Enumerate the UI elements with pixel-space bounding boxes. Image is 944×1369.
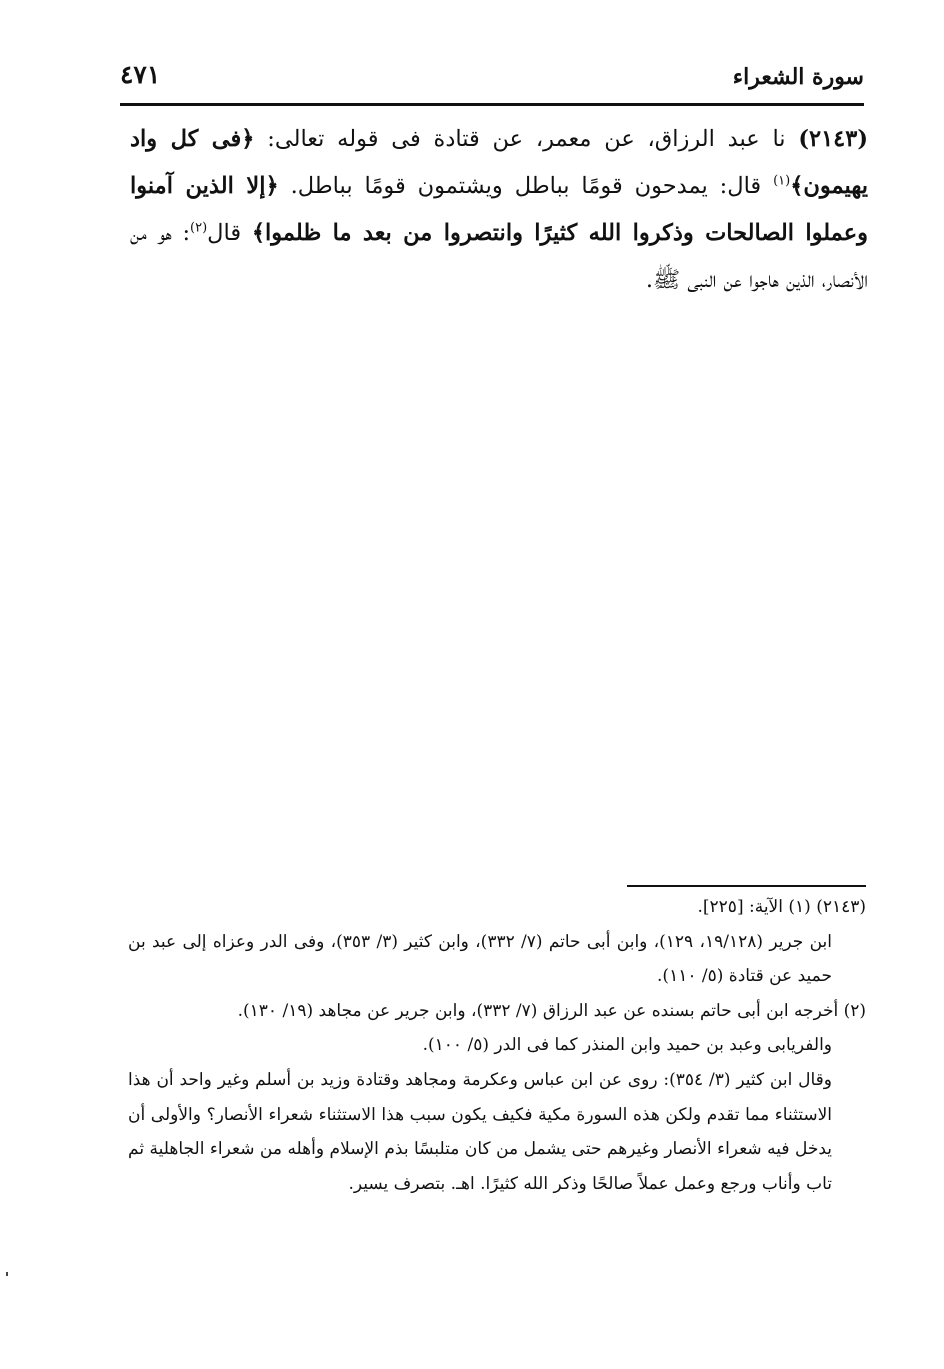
- footnote-ref-1: (١): [773, 173, 791, 189]
- hadith-number: (٢١٤٣): [798, 126, 868, 152]
- footnote-line-1: (٢١٤٣) (١) الآية: [٢٢٥].: [697, 897, 866, 917]
- footnote-ref-2: (٢): [190, 220, 208, 236]
- scan-speck: [6, 1272, 8, 1276]
- hadith-text-3: قال: [207, 220, 252, 246]
- footnote-block-1: ابن جرير (١٩/١٢٨، ١٢٩)، وابن أبى حاتم (٧/ ٣٣٢)، وابن كثير (٣/ ٣٥٣)، وفى الدر وعزاه إلى عبد بن حميد عن قتادة (٥/ ١١٠).: [128, 931, 833, 987]
- main-text: [130, 116, 868, 304]
- hadith-text-2: قال: يمدحون قومًا بباطل ويشتمون قومًا بباطل.: [278, 173, 774, 199]
- footnote-rule: [627, 885, 866, 887]
- footnotes: [128, 890, 866, 1201]
- hadith-intro: نا عبد الرزاق، عن معمر، عن قتادة فى قوله تعالى:: [254, 126, 799, 152]
- footnote-block-4: وقال ابن كثير (٣/ ٣٥٤): روى عن ابن عباس وعكرمة ومجاهد وقتادة وزيد بن أسلم وغير واحد أن هذا الاستثناء مما تقدم ولكن هذه السورة مكية فكيف يكون سبب هذا الاستثناء شعراء الأنصار؟ والأولى أن يدخل فيه شعراء الأنصار وغيرهم حتى يشمل من كان متلبسًا بذم الإسلام وأهله من شعراء الجاهلية ثم تاب وأناب ورجع وعمل عملاً صالحًا وذكر الله كثيرًا. اهـ. بتصرف يسير.: [128, 1069, 832, 1194]
- hadith-text-4: : هو من الأنصار، الذين هاجوا عن النبى ﷺ.: [130, 220, 868, 293]
- running-header: [120, 58, 864, 98]
- header-rule: [120, 103, 864, 106]
- quran-verse-2: ﴿إلا الذين آمنوا وعملوا الصالحات وذكروا الله كثيرًا وانتصروا من بعد ما ظلموا﴾: [130, 173, 868, 246]
- footnote-block-2: (٢) أخرجه ابن أبى حاتم بسنده عن عبد الرزاق (٧/ ٣٣٢)، وابن جرير عن مجاهد (١٩/ ١٣٠).: [237, 1000, 866, 1021]
- surah-title: سورة الشعراء: [732, 64, 864, 90]
- footnote-block-3: والفريابى وعبد بن حميد وابن المنذر كما فى الدر (٥/ ١٠٠).: [422, 1035, 832, 1056]
- quran-verse-1: ﴿فى كل واد يهيمون﴾: [130, 126, 868, 199]
- page-number: ٤٧١: [120, 60, 161, 89]
